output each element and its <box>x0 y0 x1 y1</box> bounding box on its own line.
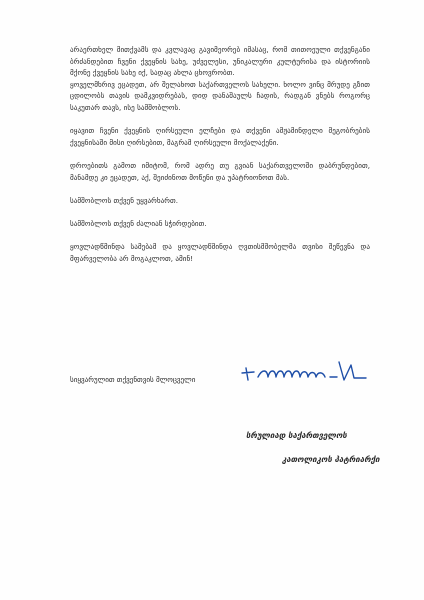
signatory-title-line2: კათოლიკოს პატრიარქი <box>282 455 380 464</box>
letter-body <box>70 44 370 276</box>
letter-paragraph: ყოვლადწმინდა სამებამ და ყოვლადწმინდა ღვთისმშობელმა თვისი შეწევნა და მფარველობა არ მოგაკლოთ, ამინ! <box>70 242 370 263</box>
letter-paragraph: სამშობლოს თქვენ უყვარხართ. <box>70 195 178 205</box>
closing-line: სიყვარულით თქვენთვის მლოცველი <box>70 375 196 384</box>
signatory-title-line1: სრულიად საქართველოს <box>246 431 347 440</box>
letter-paragraph: იყავით ჩვენი ქვეყნის ღირსეული ელჩები და თქვენი ამჟამინდელი მეგობრების ქვეყნისაში მისი ღირსებით, მაგრამ ღირსეული მოქალაქენი. <box>70 126 370 147</box>
handwritten-signature <box>240 356 380 388</box>
letter-paragraph: არაერთხელ მითქვამს და კვლავაც გავიმეორებ იმასაც, რომ თითოეული თქვენგანი ბრძანდებით ჩვენი ქვეყნის სახე, უძველესი, უნიკალური კულტურისა და ისტორიის მქონე ქვეყნის სახე იქ, სადაც ახლა ცხოვრობთ. <box>70 45 370 78</box>
letter-paragraph: ყოველმხრივ ეცადეთ, არ შელახოთ საქართველოს სახელი. ხოლო ვინც მრუდე გზით ცდილობს თავის დამკვიდრებას, დიდ დანაშაულს ჩადის, რადგან ვნებს როგორც საკუთარ თავს, ისე სამშობლოს. <box>70 79 370 112</box>
letter-paragraph: სამშობლოს თქვენ ძალიან სჭირდებით. <box>70 218 207 228</box>
letter-paragraph: დროებითს გამოთ იმიტომ, რომ ადრე თუ გვიან საქართველოში დაბრუნდებით, მანამდე კი ეცადეთ, აქ, შეიძინოთ მოწენი და უპატრიონოთ მას. <box>70 160 370 182</box>
